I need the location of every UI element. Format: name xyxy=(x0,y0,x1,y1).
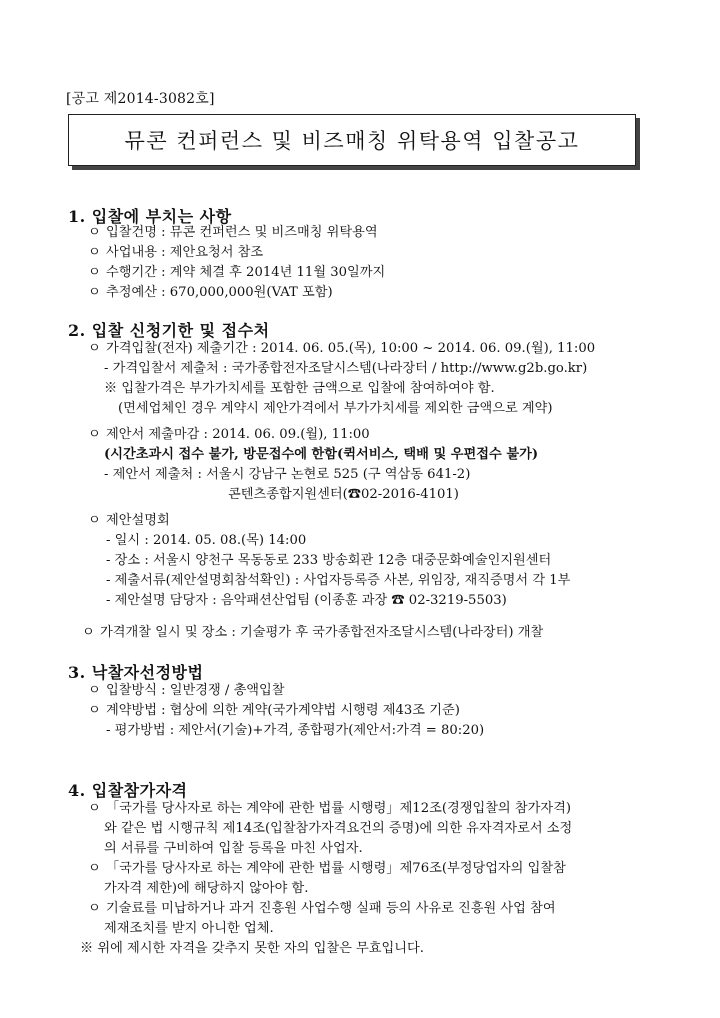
proposal-deadline: ㅇ 제안서 제출마감 : 2014. 06. 09.(월), 11:00 xyxy=(88,427,370,442)
bullet-icon: ㅇ xyxy=(88,341,101,356)
briefing-item: - 제안설명 담당자 : 음악패션산업팀 (이종훈 과장 ☎ 02-3219-5503) xyxy=(106,593,507,608)
qualification-item-cont: 와 같은 법 시행규칙 제14조(입찰참가자격요건의 증명)에 의한 유자격자로서 소정 xyxy=(104,821,573,836)
briefing-item: - 장소 : 서울시 양천구 목동동로 233 방송회관 12층 대중문화예술인지원센터 xyxy=(106,553,552,568)
section-4-heading: 4. 입찰참가자격 xyxy=(68,781,188,800)
bullet-icon: ㅇ xyxy=(88,285,101,300)
title-box xyxy=(68,114,636,166)
qualification-item: ㅇ 「국가를 당사자로 하는 계약에 관한 법률 시행령」제12조(경쟁입찰의 참가자격) xyxy=(88,801,571,816)
bullet-icon: ㅇ xyxy=(88,245,101,260)
bullet-icon: ㅇ xyxy=(88,901,101,916)
proposal-submit-place-center: 콘텐츠종합지원센터(☎02-2016-4101) xyxy=(228,487,459,502)
list-item: ㅇ 입찰방식 : 일반경쟁 / 총액입찰 xyxy=(88,683,285,698)
price-bid-submit-place: - 가격입찰서 제출처 : 국가종합전자조달시스템(나라장터 / http://www.g2b.go.kr) xyxy=(104,361,588,376)
bullet-icon: ㅇ xyxy=(88,265,101,280)
vat-exempt-note: (면세업체인 경우 계약시 제안가격에서 부가가치세를 제외한 금액으로 계약) xyxy=(118,401,553,416)
list-item: ㅇ 수행기간 : 계약 체결 후 2014년 11월 30일까지 xyxy=(88,265,386,280)
section-2-heading: 2. 입찰 신청기한 및 접수처 xyxy=(68,321,270,340)
proposal-notice: (시간초과시 접수 불가, 방문접수에 한함(퀵서비스, 택배 및 우편접수 불가) xyxy=(104,447,539,462)
qualification-item: ㅇ 기술료를 미납하거나 과거 진흥원 사업수행 실패 등의 사유로 진흥원 사업 참여 xyxy=(88,901,556,916)
bullet-icon: ㅇ xyxy=(88,225,101,240)
bullet-icon: ㅇ xyxy=(88,801,101,816)
list-item: ㅇ 추정예산 : 670,000,000원(VAT 포함) xyxy=(88,285,333,300)
bullet-icon: ㅇ xyxy=(88,861,101,876)
page-title: 뮤콘 컨퍼런스 및 비즈매칭 위탁용역 입찰공고 xyxy=(124,129,580,153)
notice-number: [공고 제2014-3082호] xyxy=(66,91,215,107)
evaluation-method: - 평가방법 : 제안서(기술)+가격, 종합평가(제안서:가격 = 80:20) xyxy=(106,723,485,738)
proposal-submit-place: - 제안서 제출처 : 서울시 강남구 논현로 525 (구 역삼동 641-2) xyxy=(104,467,471,482)
list-item: ㅇ 사업내용 : 제안요청서 참조 xyxy=(88,245,264,260)
list-item: ㅇ 입찰건명 : 뮤콘 컨퍼런스 및 비즈매칭 위탁용역 xyxy=(88,225,378,240)
bullet-icon: ㅇ xyxy=(82,625,95,640)
qualification-item-cont: 가자격 제한)에 해당하지 않아야 함. xyxy=(104,881,309,896)
briefing-item: - 일시 : 2014. 05. 08.(목) 14:00 xyxy=(106,533,307,548)
bullet-icon: ㅇ xyxy=(88,513,101,528)
vat-note: ※ 입찰가격은 부가가치세를 포함한 금액으로 입찰에 참여하여야 함. xyxy=(104,381,495,396)
section-1-heading: 1. 입찰에 부치는 사항 xyxy=(68,207,232,226)
bullet-icon: ㅇ xyxy=(88,703,101,718)
invalid-bid-note: ※ 위에 제시한 자격을 갖추지 못한 자의 입찰은 무효입니다. xyxy=(80,941,424,956)
bullet-icon: ㅇ xyxy=(88,683,101,698)
price-bid-period: ㅇ 가격입찰(전자) 제출기간 : 2014. 06. 05.(목), 10:00 ~ 2014. 06. 09.(월), 11:00 xyxy=(88,341,596,356)
list-item: ㅇ 계약방법 : 협상에 의한 계약(국가계약법 시행령 제43조 기준) xyxy=(88,703,460,718)
bullet-icon: ㅇ xyxy=(88,427,101,442)
briefing-title: ㅇ 제안설명회 xyxy=(88,513,170,528)
qualification-item: ㅇ 「국가를 당사자로 하는 계약에 관한 법률 시행령」제76조(부정당업자의 입찰참 xyxy=(88,861,566,876)
price-opening: ㅇ 가격개찰 일시 및 장소 : 기술평가 후 국가종합전자조달시스템(나라장터) 개찰 xyxy=(82,625,544,640)
briefing-item: - 제출서류(제안설명회참석확인) : 사업자등록증 사본, 위임장, 재직증명서 각 1부 xyxy=(106,573,571,588)
qualification-item-cont: 제재조치를 받지 아니한 업체. xyxy=(104,921,274,936)
section-3-heading: 3. 낙찰자선정방법 xyxy=(68,663,204,682)
qualification-item-cont: 의 서류를 구비하여 입찰 등록을 마친 사업자. xyxy=(104,841,363,856)
